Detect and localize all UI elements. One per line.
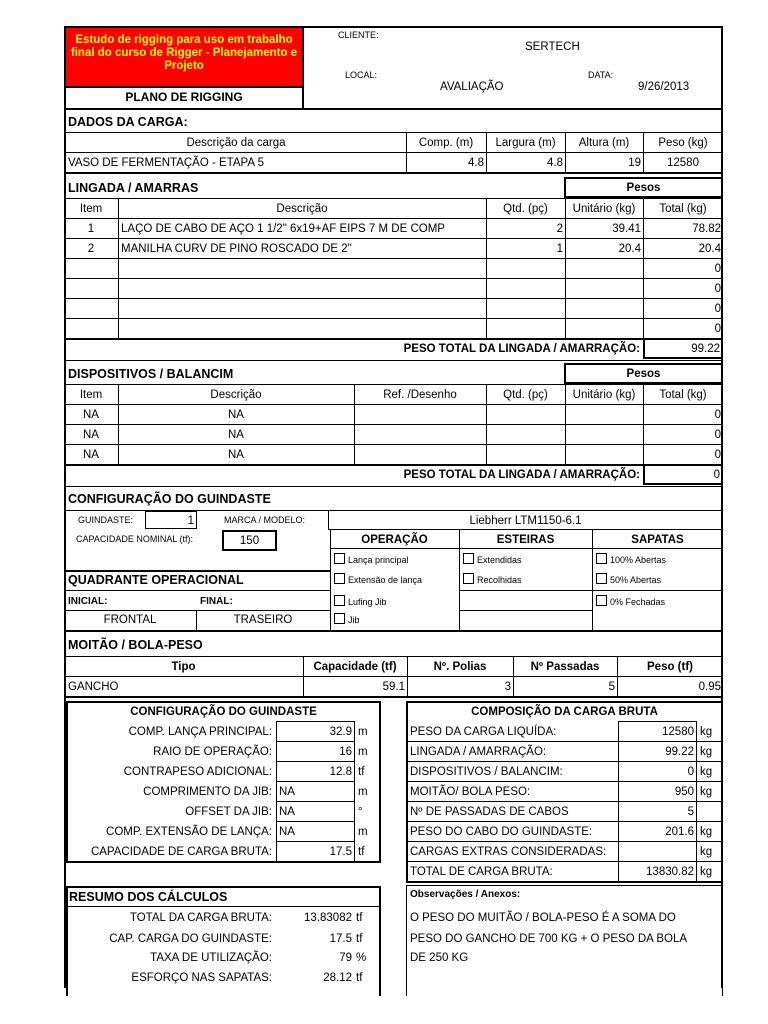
disp-head-unit: Unitário (kg) — [572, 389, 636, 401]
data-label: DATA: — [588, 70, 614, 80]
resumo-row1-unit: tf — [356, 912, 363, 924]
comp-row1-value: 12580 — [662, 726, 694, 738]
ling-h3 — [64, 258, 723, 259]
carga-line1 — [64, 132, 723, 133]
op-item-extensao[interactable] — [334, 573, 422, 587]
disp-after — [64, 486, 723, 487]
lingada-pesos-label: Pesos — [626, 182, 661, 194]
disp-total-label: PESO TOTAL DA LINGADA / AMARRAÇÃO: — [403, 469, 640, 481]
op-line-mid — [459, 590, 723, 591]
ling-row3-total: 0 — [714, 263, 721, 275]
checkbox-icon[interactable] — [463, 553, 474, 564]
ling-row2-total: 20.4 — [698, 243, 721, 255]
comp-row4-label: MOITÃO/ BOLA PESO: — [410, 786, 531, 798]
moit-head-polias: Nº. Polias — [433, 661, 487, 673]
carga-comp: 4.8 — [468, 157, 484, 169]
sap-item-0-label: 0% Fechadas — [610, 597, 666, 607]
moit-head-tipo: Tipo — [171, 661, 196, 673]
resumo-row4-unit: tf — [356, 972, 363, 984]
carga-line2 — [64, 152, 723, 153]
op-item-lufing-label: Lufing Jib — [348, 597, 387, 607]
quad-top — [64, 570, 330, 572]
ling-row1-unit: 39.41 — [612, 223, 641, 235]
checkbox-icon[interactable] — [334, 595, 345, 606]
comp-row3-value: 0 — [687, 766, 694, 778]
quad-final-label: FINAL: — [200, 596, 233, 607]
est-item-recolhidas-label: Recolhidas — [477, 575, 522, 585]
quad-inicial-value: FRONTAL — [103, 614, 157, 626]
disp-head-desc: Descrição — [210, 389, 262, 401]
config-row5-label: OFFSET DA JIB: — [185, 806, 272, 818]
config-row4-value: NA — [279, 786, 295, 798]
comp-title: COMPOSIÇÃO DA CARGA BRUTA — [471, 706, 658, 718]
op-line-mid2 — [459, 610, 592, 611]
config-row2-value: 16 — [339, 746, 352, 758]
ling-row1-qtd: 2 — [556, 223, 563, 235]
op-item-jib-label: Jib — [348, 615, 360, 625]
config-row1-unit: m — [358, 726, 368, 738]
comp-row4-value: 950 — [674, 786, 694, 798]
cmp-h1 — [406, 741, 723, 742]
moit-head-cap: Capacidade (tf) — [313, 661, 397, 673]
header-divider — [302, 26, 304, 108]
comp-row8-value: 13830.82 — [646, 866, 694, 878]
study-banner-text: Estudo de rigging para uso em trabalho final do curso de Rigger - Planejamento e Projeto — [70, 34, 298, 72]
ling-row1-item: 1 — [87, 223, 95, 235]
guind-value: 1 — [187, 515, 194, 527]
cfg-h5 — [276, 821, 355, 822]
disp-head-total: Total (kg) — [659, 389, 707, 401]
comp-row7-unit: kg — [700, 846, 713, 858]
disp-h4 — [64, 464, 723, 466]
comp-row5-label: Nº DE PASSADAS DE CABOS — [410, 806, 569, 818]
ling-row4-total: 0 — [714, 283, 721, 295]
resumo-row2-unit: tf — [356, 933, 363, 945]
disp-row2-desc: NA — [228, 429, 244, 441]
disp-row3-desc: NA — [228, 449, 244, 461]
sap-item-50-label: 50% Abertas — [610, 575, 662, 585]
carga-larg: 4.8 — [547, 157, 563, 169]
carga-header-larg: Largura (m) — [495, 137, 556, 149]
comp-row2-value: 99.22 — [665, 746, 694, 758]
resumo-row3-label: TAXA DE UTILIZAÇÃO: — [150, 952, 272, 964]
disp-head-qtd: Qtd. (pç) — [503, 389, 548, 401]
disp-pesos-label: Pesos — [626, 368, 661, 380]
quad-line1 — [64, 590, 330, 591]
moit-cap: 59.1 — [382, 681, 405, 693]
ling-row2-item: 2 — [87, 243, 95, 255]
moit-head-peso: Peso (tf) — [647, 661, 693, 673]
ling-head-desc: Descrição — [276, 203, 328, 215]
ling-row2-qtd: 1 — [556, 243, 563, 255]
carga-header-desc: Descrição da carga — [186, 137, 286, 149]
op-item-jib[interactable] — [334, 613, 360, 627]
resumo-row1-value: 13.83082 — [304, 912, 352, 924]
cfg-h3 — [276, 781, 355, 782]
op-item-lanca[interactable] — [334, 553, 409, 567]
resumo-line — [66, 906, 381, 907]
ling-row1-total: 78.82 — [692, 223, 721, 235]
cmp-h3 — [406, 781, 723, 782]
quad-inicial-label: INICIAL: — [68, 596, 108, 607]
comp-row3-label: DISPOSITIVOS / BALANCIM: — [410, 766, 563, 778]
carga-header-comp: Comp. (m) — [418, 137, 474, 149]
disp-row2-item: NA — [83, 429, 99, 441]
config-row4-label: COMPRIMENTO DA JIB: — [143, 786, 272, 798]
lingada-title: LINGADA / AMARRAS — [68, 181, 199, 195]
config-row7-label: CAPACIDADE DE CARGA BRUTA: — [90, 846, 272, 858]
sapatas-title: SAPATAS — [631, 534, 684, 546]
config-row6-unit: m — [358, 826, 368, 838]
config-row3-unit: tf — [358, 766, 365, 778]
checkbox-icon[interactable] — [334, 553, 345, 564]
config-row3-label: CONTRAPESO ADICIONAL: — [123, 766, 272, 778]
comp-row1-label: PESO DA CARGA LIQUÍDA: — [410, 726, 557, 738]
moit-passadas: 5 — [608, 681, 615, 693]
comp-row5-value: 5 — [687, 806, 694, 818]
quad-bottom — [64, 630, 723, 632]
ling-h4 — [64, 278, 723, 279]
operacao-title: OPERAÇÃO — [361, 534, 428, 546]
capacidade-label: CAPACIDADE NOMINAL (tf): — [76, 534, 194, 544]
disp-h1 — [64, 404, 723, 405]
checkbox-icon[interactable] — [596, 595, 607, 606]
sap-item-50[interactable] — [596, 573, 661, 587]
moit-h3 — [64, 696, 723, 698]
disp-row1-total: 0 — [714, 409, 721, 421]
est-item-extendidas-label: Extendidas — [477, 555, 522, 565]
quad-line2 — [64, 610, 330, 611]
disp-total-value: 0 — [713, 469, 720, 481]
resumo-row4-label: ESFORÇO NAS SAPATAS: — [131, 972, 272, 984]
checkbox-icon[interactable] — [596, 553, 607, 564]
ling-v2 — [486, 198, 487, 338]
cmp-h7 — [406, 861, 723, 862]
checkbox-icon[interactable] — [463, 573, 474, 584]
op-line-head — [330, 548, 723, 549]
ling-after — [64, 360, 723, 361]
disp-row3-item: NA — [83, 449, 99, 461]
local-value: AVALIAÇÃO — [440, 81, 504, 93]
ling-head-unit: Unitário (kg) — [572, 203, 636, 215]
op-item-lufing[interactable] — [334, 595, 387, 609]
resumo-row3-value: 79 — [339, 952, 352, 964]
comp-row1-unit: kg — [700, 726, 713, 738]
ling-h0 — [64, 198, 723, 199]
config-row6-value: NA — [279, 826, 295, 838]
header-bottom — [64, 108, 723, 110]
resumo-row2-label: CAP. CARGA DO GUINDASTE: — [109, 933, 272, 945]
config-row1-value: 32.9 — [329, 726, 352, 738]
obs-title: Observações / Anexos: — [410, 889, 521, 900]
checkbox-icon[interactable] — [596, 573, 607, 584]
sap-item-100[interactable] — [596, 553, 666, 567]
obs-line1: O PESO DO MUITÃO / BOLA-PESO É A SOMA DO — [410, 912, 676, 924]
comp-row3-unit: kg — [700, 766, 713, 778]
carga-header-peso: Peso (kg) — [658, 137, 708, 149]
ling-h6 — [64, 318, 723, 319]
disp-title: DISPOSITIVOS / BALANCIM — [68, 367, 234, 381]
capacidade-value: 150 — [239, 535, 260, 547]
resumo-row2-value: 17.5 — [329, 933, 352, 945]
comp-row8-unit: kg — [700, 866, 713, 878]
ling-total-label: PESO TOTAL DA LINGADA / AMARRAÇÃO: — [403, 343, 640, 355]
sap-item-100-label: 100% Abertas — [610, 555, 667, 565]
carga-peso: 12580 — [667, 157, 699, 169]
resumo-row4-value: 28.12 — [323, 972, 352, 984]
cmp-h5 — [406, 821, 723, 822]
disp-row3-total: 0 — [714, 449, 721, 461]
ling-row6-total: 0 — [714, 323, 721, 335]
quadrante-title: QUADRANTE OPERACIONAL — [68, 573, 244, 587]
config-title: CONFIGURAÇÃO DO GUINDASTE — [130, 706, 317, 718]
disp-h0 — [64, 384, 723, 385]
ling-head-item: Item — [79, 203, 103, 215]
op-item-lanca-label: Lança principal — [348, 555, 409, 565]
cfg-h1 — [276, 741, 355, 742]
local-label: LOCAL: — [345, 70, 378, 80]
cfg-h4 — [276, 801, 355, 802]
ling-h7 — [64, 338, 723, 340]
comp-row2-unit: kg — [700, 746, 713, 758]
comp-row4-unit: kg — [700, 786, 713, 798]
moit-h1 — [64, 656, 723, 657]
comp-row2-label: LINGADA / AMARRAÇÃO: — [410, 746, 547, 758]
config-row5-value: NA — [279, 806, 295, 818]
cliente-label: CLIENTE: — [338, 30, 379, 40]
moit-head-passadas: Nº Passadas — [530, 661, 600, 673]
header-line — [64, 86, 302, 88]
disp-head-ref: Ref. /Desenho — [383, 389, 457, 401]
moit-polias: 3 — [504, 681, 511, 693]
cmp-h6 — [406, 841, 723, 842]
obs-line2: PESO DO GANCHO DE 700 KG + O PESO DA BOLA — [410, 933, 688, 945]
ling-row2-unit: 20.4 — [618, 243, 641, 255]
cmp-h4 — [406, 801, 723, 802]
disp-h3 — [64, 444, 723, 445]
op-item-extensao-label: Extensão de lança — [348, 575, 423, 585]
comp-row7-label: CARGAS EXTRAS CONSIDERADAS: — [410, 846, 607, 858]
ling-row2-desc: MANILHA CURV DE PINO ROSCADO DE 2" — [121, 243, 352, 255]
cmp-h2 — [406, 761, 723, 762]
config-row5-unit: ° — [358, 806, 363, 818]
marca-value: Liebherr LTM1150-6.1 — [469, 515, 582, 527]
sap-item-0[interactable] — [596, 595, 665, 609]
carga-title: DADOS DA CARGA: — [68, 115, 188, 129]
quad-final-value: TRASEIRO — [233, 614, 293, 626]
marca-label: MARCA / MODELO: — [224, 515, 306, 525]
comp-row8-label: TOTAL DE CARGA BRUTA: — [410, 866, 553, 878]
data-value: 9/26/2013 — [638, 81, 690, 93]
moitao-title: MOITÃO / BOLA-PESO — [68, 638, 203, 652]
ling-h1 — [64, 218, 723, 219]
moit-h2 — [64, 676, 723, 677]
disp-row1-desc: NA — [228, 409, 244, 421]
ling-v1 — [118, 198, 119, 338]
carga-header-alt: Altura (m) — [578, 137, 630, 149]
carga-line3 — [64, 172, 723, 174]
config-row3-value: 12.8 — [329, 766, 352, 778]
comp-row6-value: 201.6 — [665, 826, 694, 838]
est-item-recolhidas[interactable] — [463, 573, 522, 587]
resumo-row3-unit: % — [356, 952, 367, 964]
disp-row2-total: 0 — [714, 429, 721, 441]
carga-desc: VASO DE FERMENTAÇÃO - ETAPA 5 — [68, 157, 264, 169]
guind-title: CONFIGURAÇÃO DO GUINDASTE — [68, 492, 271, 506]
resumo-title: RESUMO DOS CÁLCULOS — [69, 890, 228, 904]
esteiras-title: ESTEIRAS — [496, 534, 555, 546]
cliente-value: SERTECH — [525, 41, 580, 53]
ling-total-value: 99.22 — [691, 343, 720, 355]
ling-h5 — [64, 298, 723, 299]
ling-v3 — [565, 198, 566, 338]
ling-head-qtd: Qtd. (pç) — [503, 203, 548, 215]
plan-title: PLANO DE RIGGING — [125, 90, 243, 104]
config-row4-unit: m — [358, 786, 368, 798]
moit-tipo: GANCHO — [68, 681, 119, 693]
config-row2-label: RAIO DE OPERAÇÃO: — [153, 746, 272, 758]
moit-peso: 0.95 — [698, 681, 721, 693]
obs-line3: DE 250 KG — [410, 952, 469, 964]
config-row6-label: COMP. EXTENSÃO DE LANÇA: — [106, 826, 272, 838]
guind-label: GUINDASTE: — [78, 515, 134, 525]
checkbox-icon[interactable] — [334, 573, 345, 584]
config-row7-unit: tf — [358, 846, 365, 858]
comp-row6-label: PESO DO CABO DO GUINDASTE: — [410, 826, 593, 838]
est-item-extendidas[interactable] — [463, 553, 522, 567]
config-row2-unit: m — [358, 746, 368, 758]
disp-row1-item: NA — [83, 409, 99, 421]
disp-head-item: Item — [79, 389, 103, 401]
checkbox-icon[interactable] — [334, 613, 345, 624]
config-row7-value: 17.5 — [329, 846, 352, 858]
ling-row5-total: 0 — [714, 303, 721, 315]
disp-h2 — [64, 424, 723, 425]
ling-h2 — [64, 238, 723, 239]
ling-row1-desc: LAÇO DE CABO DE AÇO 1 1/2" 6x19+AF EIPS 7 M DE COMP — [121, 223, 445, 235]
carga-alt: 19 — [628, 157, 641, 169]
config-row1-label: COMP. LANÇA PRINCIPAL: — [128, 726, 272, 738]
cfg-h6 — [276, 841, 355, 842]
resumo-row1-label: TOTAL DA CARGA BRUTA: — [129, 912, 272, 924]
cfg-h2 — [276, 761, 355, 762]
ling-head-total: Total (kg) — [659, 203, 707, 215]
comp-row6-unit: kg — [700, 826, 713, 838]
